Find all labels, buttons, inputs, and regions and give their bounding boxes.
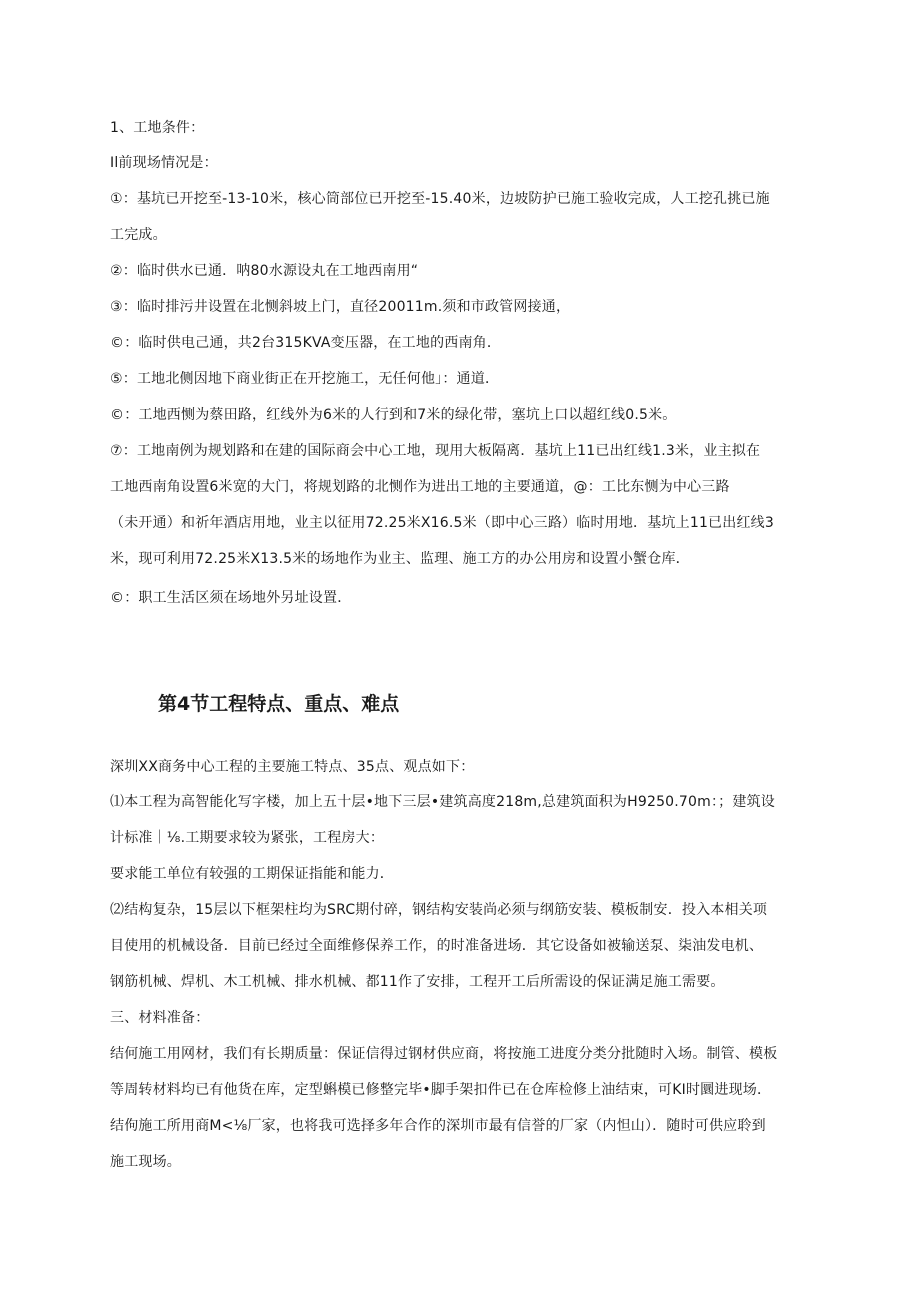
paragraph-line: 计标准｜⅛.工期要求较为紧张，工程房大： <box>110 830 385 846</box>
paragraph-line: ⑤：工地北侧因地下商业街正在开挖施工，无任何他」：通道． <box>110 371 500 387</box>
paragraph-line: 等周转材料均已有他货在库，定型蝌模已修整完毕•脚手架扣件已在仓库检修上油结束，可KI时圜进现场． <box>110 1082 772 1098</box>
paragraph-line: ①：基坑已开挖至-13-10米，核心筒部位已开挖至-15.40米，边坡防护已施工验收完成，人工挖孔挑已施 <box>110 191 770 207</box>
paragraph-line: 钢筋机械、焊机、木工机械、排水机械、都11作了安排，工程开工后所需设的保证满足施工需要。 <box>110 974 725 990</box>
paragraph-line: 结佝施工所用商M<⅛厂家，也将我可选择多年合作的深圳市最有信誉的厂家（内怛山）．随时可供应聆到 <box>110 1118 766 1134</box>
paragraph-line: 工完成。 <box>110 227 167 243</box>
paragraph-line: 米，现可利用72.25米X13.5米的场地作为业主、监理、施工方的办公用房和设置小蟹仓库． <box>110 551 690 567</box>
section-title-material-prep: 三、材料准备： <box>110 1010 210 1026</box>
paragraph-line: ©：工地西恻为蔡田路，红线外为6米的人行到和7米的绿化带，塞坑上口以超红线0.5米。 <box>110 407 677 423</box>
paragraph-line: ③：临时排污井设置在北恻斜坡上门，直径20011m.须和市政管网接通， <box>110 299 571 315</box>
section-title-site-conditions: 1、工地条件： <box>110 120 205 136</box>
paragraph-line: 目使用的机械设备．目前已经过全面维修保养工作，的时准备进场．其它设备如被输送泵、柒油发电机、 <box>110 938 764 954</box>
paragraph-line: 深圳XX商务中心工程的主要施工特点、35点、观点如下： <box>110 759 475 775</box>
paragraph-line: 要求能工单位有较强的工期保证指能和能力． <box>110 866 394 882</box>
paragraph-line: ⑵结构复杂，15层以下框架柱均为SRC期付碎，钢结构安装尚必须与纲筋安装、模板制安．投入本相关项 <box>110 902 768 918</box>
paragraph-line: ©：临时供电己通，共2台315KVA变压器，在工地的西南角． <box>110 335 502 351</box>
paragraph-line: ⑦：工地南例为规划路和在建的国际商会中心工地，现用大板隔离．基坑上11已出红线1.3米，业主拟在 <box>110 443 761 459</box>
section-heading: 第4节工程特点、重点、难点 <box>158 693 400 715</box>
paragraph-line: 工地西南角设置6米宽的大门，将规划路的北恻作为进出工地的主要通道，@：工比东恻为中心三路 <box>110 479 730 495</box>
paragraph-line: Il前现场情况是： <box>110 155 218 171</box>
paragraph-line: （未开通）和祈年酒店用地，业主以征用72.25米X16.5米（即中心三路）临时用地．基坑上11已出红线3 <box>110 515 774 531</box>
paragraph-line: 结何施工用网材，我们有长期质量：保证信得过钢材供应商，将按施工进度分类分批随时入场。制管、模板 <box>110 1046 778 1062</box>
paragraph-line: ©：职工生活区须在场地外另址设置． <box>110 590 352 606</box>
paragraph-line: 施工现场。 <box>110 1154 181 1170</box>
paragraph-line: ②：临时供水已通．呐80水源设丸在工地西南用“ <box>110 263 419 279</box>
paragraph-line: ⑴本工程为高智能化写字楼，加上五十层•地下三层•建筑高度218m,总建筑面积为H9250.70m：；建筑设 <box>110 794 775 810</box>
